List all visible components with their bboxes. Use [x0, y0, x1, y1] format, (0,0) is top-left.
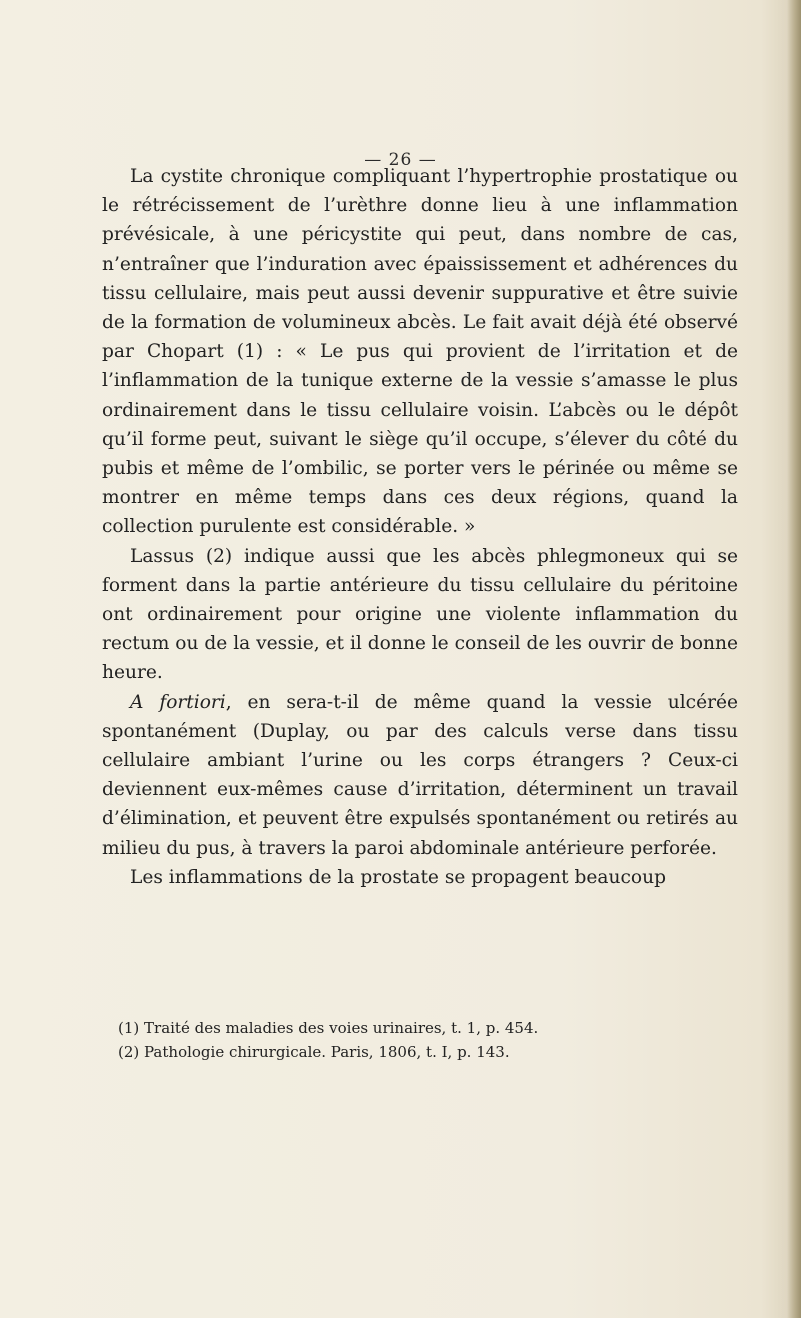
paragraph-2: Lassus (2) indique aussi que les abcès phlegmoneux qui se forment dans la partie antérieure du tissu cellulaire du péritoine ont ordinairement pour origine une violente inflammation du rectum ou de la vessie, et il donne le conseil de les ouvrir de bonne heure.	[102, 545, 738, 684]
footnote-1: (1) Traité des maladies des voies urinaires, t. 1, p. 454.	[118, 1019, 539, 1037]
paragraph-4: Les inflammations de la prostate se propagent beaucoup	[130, 866, 666, 888]
footnote-2: (2) Pathologie chirurgicale. Paris, 1806, t. I, p. 143.	[118, 1043, 510, 1061]
footnotes	[118, 1016, 738, 1064]
paragraph-3	[102, 688, 738, 863]
page-number: — 26 —	[364, 150, 437, 170]
body-text	[102, 162, 738, 892]
paragraph-3-text: , en sera-t-il de même quand la vessie ulcérée spontanément (Duplay, ou par des calculs verse dans tissu cellulaire ambiant l’urine ou les corps étrangers ? Ceux-ci deviennent eux-mêmes cause d’irritation, déterminent un travail d’élimination, et peuvent être expulsés spontanément ou retirés au milieu du pus, à travers la paroi abdominale antérieure perforée.	[102, 691, 738, 859]
paragraph-1: La cystite chronique compliquant l’hypertrophie prostatique ou le rétrécissement de l’urèthre donne lieu à une inflammation prévésicale, à une péricystite qui peut, dans nombre de cas, n’entraîner que l’induration avec épaississement et adhérences du tissu cellulaire, mais peut aussi devenir suppurative et être suivie de la formation de volumineux abcès. Le fait avait déjà été observé par Chopart (1) : « Le pus qui provient de l’irritation et de l’inflammation de la tunique externe de la vessie s’amasse le plus ordinairement dans le tissu cellulaire voisin. L’abcès ou le dépôt qu’il forme peut, suivant le siège qu’il occupe, s’élever du côté du pubis et même de l’ombilic, se porter vers le périnée ou même se montrer en même temps dans ces deux régions, quand la collection purulente est considérable. »	[102, 166, 738, 538]
page-edge-shadow	[787, 0, 801, 1318]
paragraph-3-italic: A fortiori	[130, 691, 226, 713]
